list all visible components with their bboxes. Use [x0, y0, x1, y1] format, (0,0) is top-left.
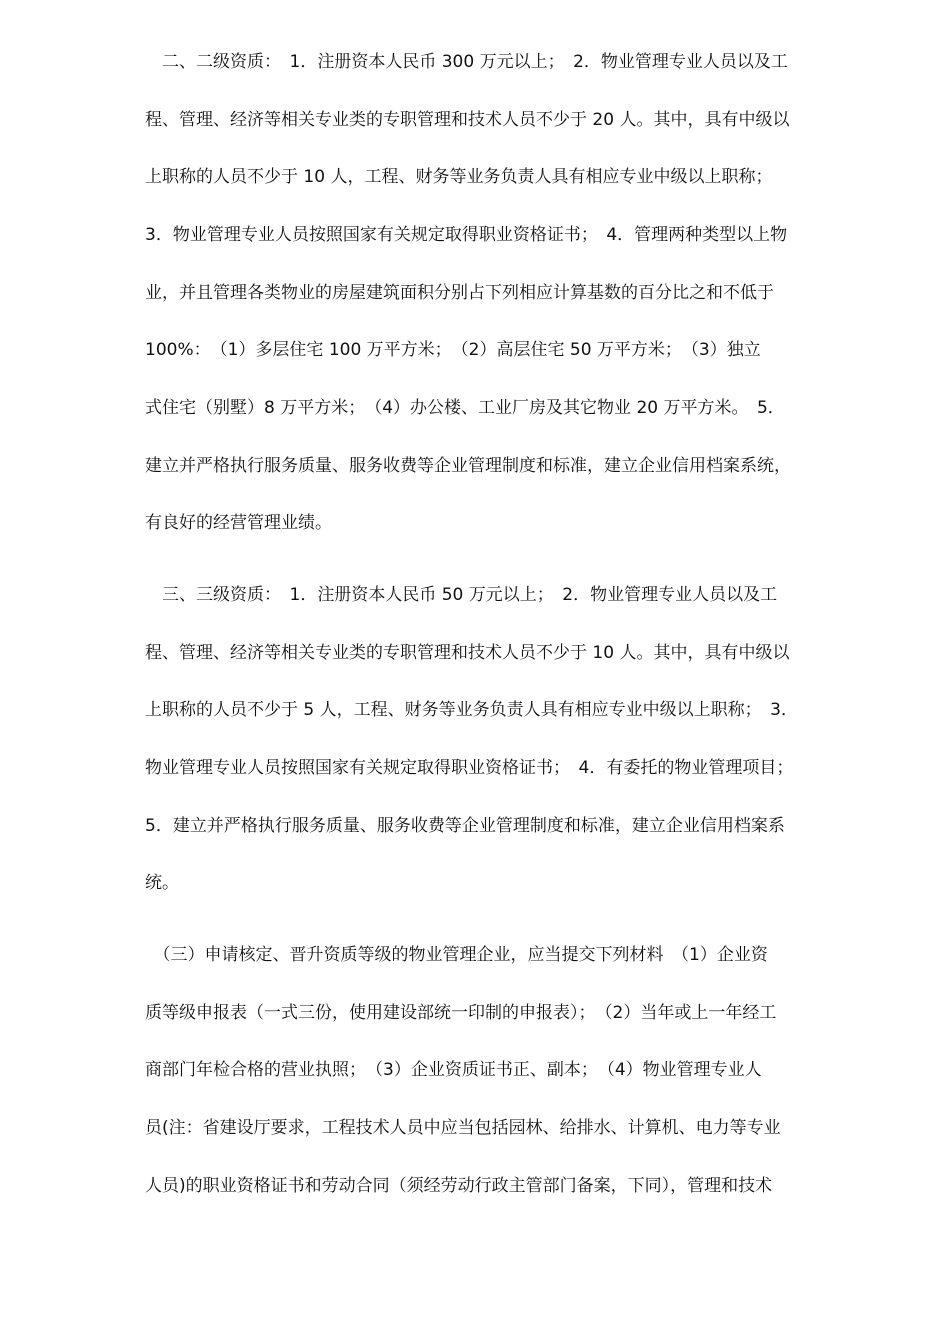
- text-line: 上职称的人员不少于 10 人，工程、财务等业务负责人具有相应专业中级以上职称；: [145, 167, 773, 187]
- text-line: 业，并且管理各类物业的房屋建筑面积分别占下列相应计算基数的百分比之和不低于: [145, 283, 774, 303]
- text-line: 100%： （1）多层住宅 100 万平方米； （2）高层住宅 50 万平方米； （3）独立: [145, 340, 761, 360]
- text-line: 式住宅（别墅）8 万平方米； （4）办公楼、工业厂房及其它物业 20 万平方米。 5．: [145, 398, 785, 418]
- text-line: 员(注：省建设厅要求，工程技术人员中应当包括园林、给排水、计算机、电力等专业: [145, 1118, 781, 1138]
- text-line: 建立并严格执行服务质量、服务收费等企业管理制度和标准，建立企业信用档案系统，: [145, 456, 791, 476]
- text-line: 质等级申报表（一式三份，使用建设部统一印制的申报表）； （2）当年或上一年经工: [145, 1003, 777, 1023]
- text-line: 3．物业管理专业人员按照国家有关规定取得职业资格证书； 4．管理两种类型以上物: [145, 225, 788, 245]
- text-line: 物业管理专业人员按照国家有关规定取得职业资格证书； 4．有委托的物业管理项目；: [145, 758, 794, 778]
- text-line: 人员)的职业资格证书和劳动合同（须经劳动行政主管部门备案，下同），管理和技术: [145, 1176, 773, 1196]
- text-line: 二、二级资质： 1．注册资本人民币 300 万元以上； 2．物业管理专业人员以及工: [145, 52, 788, 72]
- text-line: 程、管理、经济等相关专业类的专职管理和技术人员不少于 20 人。其中，具有中级以: [145, 110, 790, 130]
- text-line: 商部门年检合格的营业执照； （3）企业资质证书正、副本； （4）物业管理专业人: [145, 1060, 762, 1080]
- text-line: 三、三级资质： 1．注册资本人民币 50 万元以上； 2．物业管理专业人员以及工: [145, 585, 778, 605]
- text-line: 有良好的经营管理业绩。: [145, 513, 332, 533]
- text-line: （三）申请核定、晋升资质等级的物业管理企业，应当提交下列材料 （1）企业资: [145, 945, 768, 965]
- text-line: 上职称的人员不少于 5 人，工程、财务等业务负责人具有相应专业中级以上职称； 3．: [145, 700, 798, 720]
- text-line: 统。: [145, 873, 179, 893]
- text-line: 5．建立并严格执行服务质量、服务收费等企业管理制度和标准，建立企业信用档案系: [145, 816, 785, 836]
- text-line: 程、管理、经济等相关专业类的专职管理和技术人员不少于 10 人。其中，具有中级以: [145, 643, 790, 663]
